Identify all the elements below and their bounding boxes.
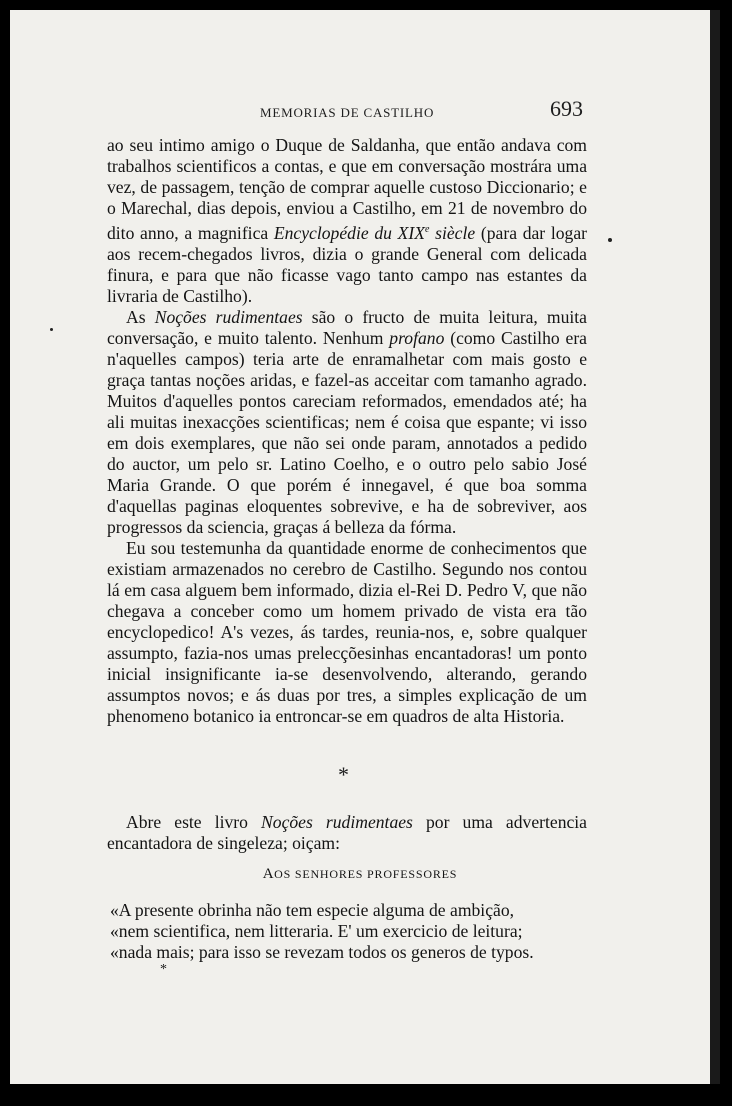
- paragraph-2-text-a: As: [126, 306, 155, 327]
- paragraph-3: Eu sou testemunha da quantidade enorme de conhecimentos que existiam armazenados no cerebro de Castilho. Segundo nos contou lá em casa alguem bem informado, dizia el-Rei D. Pedro V, que não chegava a conceber como um homem privado de vista era tão encyclopedico! A's vezes, ás tardes, reunia-nos, e, sobre qualquer assumpto, fazia-nos umas prelecçõesinhas encantadoras! um ponto inicial insignificante ia-se desenvolvendo, alterando, gerando assumptos novos; e ás duas por tres, a simples explicação de um phenomeno botanico ia entroncar-se em quadros de alta Historia.: [107, 537, 587, 726]
- section-separator: *: [338, 762, 349, 787]
- encyclopedie-title-end: siècle: [429, 222, 476, 243]
- encyclopedie-title-text: Encyclopédie du XIX: [273, 222, 425, 243]
- running-head: MEMORIAS DE CASTILHO: [260, 105, 435, 120]
- profano-word: profano: [389, 327, 445, 348]
- section-heading: [10, 866, 710, 883]
- quoted-preface: [110, 900, 584, 963]
- encyclopedie-title: [274, 223, 475, 243]
- section-heading-rest: OS SENHORES PROFESSORES: [274, 867, 458, 881]
- intro-text: [107, 812, 587, 854]
- bottom-asterisk: *: [160, 962, 167, 977]
- page-edge-shadow: [710, 10, 720, 1084]
- paragraph-1-text-b: (para dar logar aos recem-chegados livros, dizia o grande General com delicada finura, e para que não ficasse vago tanto campo nas estantes da livraria de Castilho).: [107, 222, 588, 306]
- quote-line-2: «nem scientifica, nem litteraria. E' um exercicio de leitura;: [110, 921, 523, 941]
- paragraph-2-text-c: (como Castilho era n'aquelles campos) teria arte de enramalhetar com mais gosto e graça tantas noções aridas, e fazel-as acceitar com tamanho agrado. Muitos d'aquelles pontos careciam reformados, emendados até; ha ali muitas inexacções scientificas; nem é coisa que espante; vi isso em dois exemplares, que não sei onde param, annotados a pedido do auctor, um pelo sr. Latino Coelho, e o outro pelo sabio José Maria Grande. O que porém é innegavel, é que boa somma d'aquellas paginas eloquentes sobrevive, e ha de sobreviver, aos progressos da sciencia, graças á belleza da fórma.: [107, 327, 587, 537]
- ink-speck: [608, 238, 612, 242]
- quote-line-1: «A presente obrinha não tem especie alguma de ambição,: [110, 900, 515, 920]
- paragraph-2: [107, 307, 587, 538]
- intro-text-b: por uma advertencia encantadora de singeleza; oiçam:: [107, 812, 587, 853]
- intro-book-title: Noções rudimentaes: [261, 812, 413, 832]
- section-heading-initial: A: [262, 866, 275, 882]
- book-page: [10, 10, 710, 1084]
- ink-speck: [50, 328, 53, 331]
- intro-text-a: Abre este livro: [126, 812, 262, 832]
- page-number: 693: [550, 96, 583, 121]
- quote-line-3: «nada mais; para isso se revezam todos os generos de typos.: [110, 942, 534, 962]
- body-text: [107, 135, 587, 727]
- paragraph-1-text-a: ao seu intimo amigo o Duque de Saldanha, que então andava com trabalhos scientificos a contas, e que em conversação mostrára uma vez, de passagem, tenção de comprar aquelle custoso Diccionario; e o Marechal, dias depois, enviou a Castilho, em 21 de novembro do dito anno, a magnifica: [107, 135, 587, 243]
- encyclopedie-superscript: e: [424, 224, 430, 235]
- nocoes-title: Noções rudimentaes: [154, 306, 303, 327]
- intro-paragraph: [107, 812, 587, 854]
- paragraph-1: [107, 135, 587, 307]
- paragraph-2-text-b: são o fructo de muita leitura, muita conversação, e muito talento. Nenhum: [107, 306, 587, 348]
